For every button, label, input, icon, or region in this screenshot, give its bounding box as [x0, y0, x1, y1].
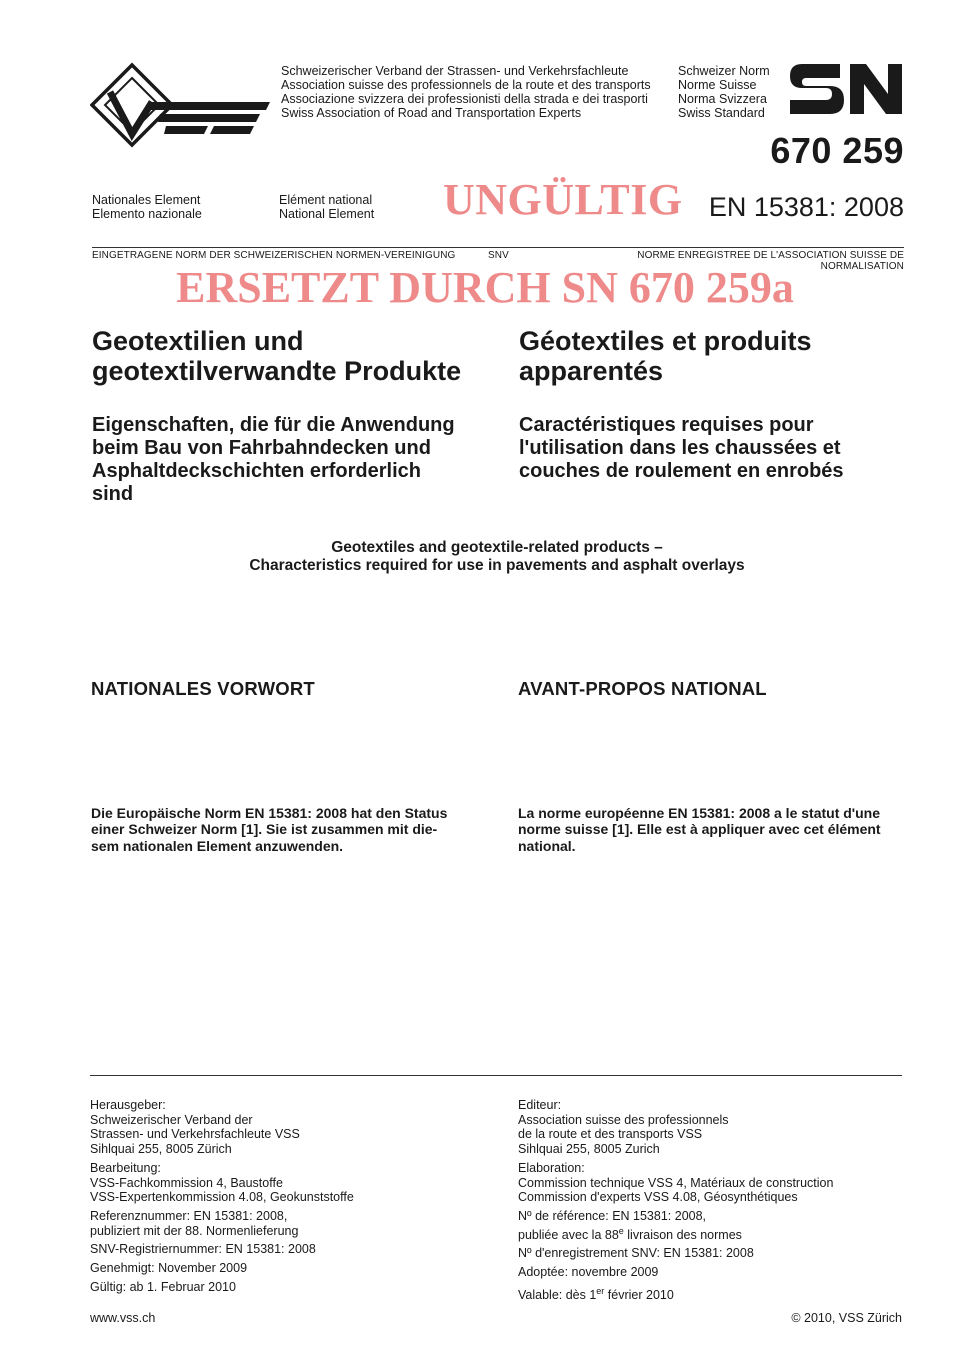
- foreword-text-de: [91, 805, 476, 854]
- subtitle-de: [92, 414, 455, 506]
- editing-line: VSS-Expertenkommission 4.08, Geokunststoffe: [90, 1190, 354, 1205]
- subtitle-line: Caractéristiques requises pour: [519, 414, 814, 436]
- reference-line: [518, 1224, 833, 1243]
- foreword-heading-fr: AVANT-PROPOS NATIONAL: [518, 678, 767, 699]
- element-label-line: Elément national: [279, 193, 373, 207]
- association-name-fr: Association suisse des professionnels de la route et des transports: [281, 78, 651, 92]
- foreword-line: norme suisse [1]. Elle est à appliquer avec cet élément: [518, 821, 881, 838]
- footer-divider: [90, 1075, 902, 1076]
- approved-date: Genehmigt: November 2009: [90, 1261, 248, 1276]
- norm-name-de: Schweizer Norm: [678, 64, 770, 78]
- subtitle-line: sind: [92, 483, 134, 505]
- element-label-fr: [279, 193, 374, 221]
- norm-name-en: Swiss Standard: [678, 106, 765, 120]
- association-name-it: Associazione svizzera dei professionisti della strada e dei trasporti: [281, 92, 648, 106]
- foreword-heading-de: NATIONALES VORWORT: [91, 678, 315, 699]
- title-de: [92, 326, 461, 386]
- registered-norm-fr: NORME ENREGISTREE DE L'ASSOCIATION SUISSE DE NORMALISATION: [637, 250, 904, 272]
- foreword-line: national.: [518, 837, 576, 854]
- element-label-de: [92, 193, 202, 221]
- sn-logo: [786, 60, 906, 118]
- reference-text: publiée avec la 88: [518, 1227, 619, 1242]
- title-en-line: Characteristics required for use in pavements and asphalt overlays: [249, 557, 745, 574]
- element-label-line: Nationales Element: [92, 193, 201, 207]
- publisher-label: Herausgeber:: [90, 1098, 166, 1112]
- header-divider: [92, 247, 904, 248]
- editing-line: Commission d'experts VSS 4.08, Géosynthétiques: [518, 1190, 798, 1205]
- association-name-de: Schweizerischer Verband der Strassen- und Verkehrsfachleute: [281, 64, 629, 78]
- publisher-line: Sihlquai 255, 8005 Zurich: [518, 1142, 660, 1157]
- imprint-de: [90, 1098, 354, 1294]
- reference-line: Nº de référence: EN 15381: 2008,: [518, 1208, 707, 1223]
- imprint-fr: [518, 1098, 833, 1303]
- valid-date: Gültig: ab 1. Februar 2010: [90, 1279, 236, 1294]
- title-line: geotextilverwandte Produkte: [92, 356, 462, 386]
- en-reference: EN 15381: 2008: [708, 192, 904, 222]
- foreword-line: Die Europäische Norm EN 15381: 2008 hat den Status: [91, 805, 448, 821]
- foreword-line: La norme européenne EN 15381: 2008 a le statut d'une: [518, 805, 881, 821]
- snv-registration: Nº d'enregistrement SNV: EN 15381: 2008: [518, 1246, 754, 1261]
- invalid-stamp: UNGÜLTIG: [443, 175, 683, 224]
- subtitle-line: Eigenschaften, die für die Anwendung: [92, 414, 455, 436]
- subtitle-line: couches de roulement en enrobés: [519, 460, 844, 482]
- document-number: 670 259: [770, 130, 904, 171]
- editing-label: Bearbeitung:: [90, 1160, 161, 1175]
- publisher-label: Editeur:: [518, 1098, 562, 1112]
- reference-sup: e: [618, 1225, 624, 1236]
- reference-text: livraison des normes: [623, 1227, 742, 1242]
- reference-line: Referenznummer: EN 15381: 2008,: [90, 1208, 288, 1223]
- norm-name-fr: Norme Suisse: [678, 78, 757, 92]
- element-label-line: National Element: [279, 207, 375, 221]
- publisher-line: Strassen- und Verkehrsfachleute VSS: [90, 1127, 300, 1142]
- association-name-en: Swiss Association of Road and Transportation Experts: [281, 106, 582, 120]
- foreword-line: einer Schweizer Norm [1]. Sie ist zusammen mit die-: [91, 821, 438, 838]
- title-line: Geotextilien und: [92, 326, 304, 356]
- publisher-line: Schweizerischer Verband der: [90, 1112, 253, 1127]
- subtitle-line: l'utilisation dans les chaussées et: [519, 437, 841, 459]
- registered-norm-snv: SNV: [488, 250, 509, 261]
- subtitle-fr: [519, 414, 844, 483]
- editing-line: Commission technique VSS 4, Matériaux de construction: [518, 1175, 834, 1190]
- foreword-line: sem nationalen Element anzuwenden.: [91, 837, 344, 854]
- publisher-line: Association suisse des professionnels: [518, 1112, 729, 1127]
- valid-sup: er: [596, 1285, 605, 1296]
- replaced-stamp: ERSETZT DURCH SN 670 259a: [176, 263, 794, 312]
- snv-registration: SNV-Registriernummer: EN 15381: 2008: [90, 1242, 316, 1257]
- valid-text: février 2010: [604, 1288, 674, 1303]
- registered-norm-de: EINGETRAGENE NORM DER SCHWEIZERISCHEN NORMEN-VEREINIGUNG: [92, 250, 456, 261]
- publisher-line: Sihlquai 255, 8005 Zürich: [90, 1142, 232, 1157]
- foreword-text-fr: [518, 805, 904, 854]
- title-en-line: Geotextiles and geotextile-related products –: [331, 539, 663, 556]
- valid-text: Valable: dès 1: [518, 1288, 597, 1303]
- reference-line: publiziert mit der 88. Normenlieferung: [90, 1223, 299, 1238]
- copyright: © 2010, VSS Zürich: [791, 1311, 902, 1325]
- website-link[interactable]: www.vss.ch: [90, 1311, 156, 1325]
- norm-names: [678, 64, 770, 120]
- title-line: Géotextiles et produits: [519, 326, 812, 356]
- subtitle-line: beim Bau von Fahrbahndecken und: [92, 437, 431, 459]
- norm-name-it: Norma Svizzera: [678, 92, 767, 106]
- element-label-line: Elemento nazionale: [92, 207, 202, 221]
- association-names: [281, 64, 651, 120]
- approved-date: Adoptée: novembre 2009: [518, 1265, 659, 1280]
- title-line: apparentés: [519, 356, 664, 386]
- vss-logo: [90, 62, 272, 148]
- editing-label: Elaboration:: [518, 1160, 585, 1175]
- valid-date: [518, 1284, 833, 1303]
- title-fr: [519, 326, 812, 386]
- publisher-line: de la route et des transports VSS: [518, 1127, 703, 1142]
- editing-line: VSS-Fachkommission 4, Baustoffe: [90, 1175, 283, 1190]
- subtitle-line: Asphaltdeckschichten erforderlich: [92, 460, 421, 482]
- title-en: [92, 539, 902, 575]
